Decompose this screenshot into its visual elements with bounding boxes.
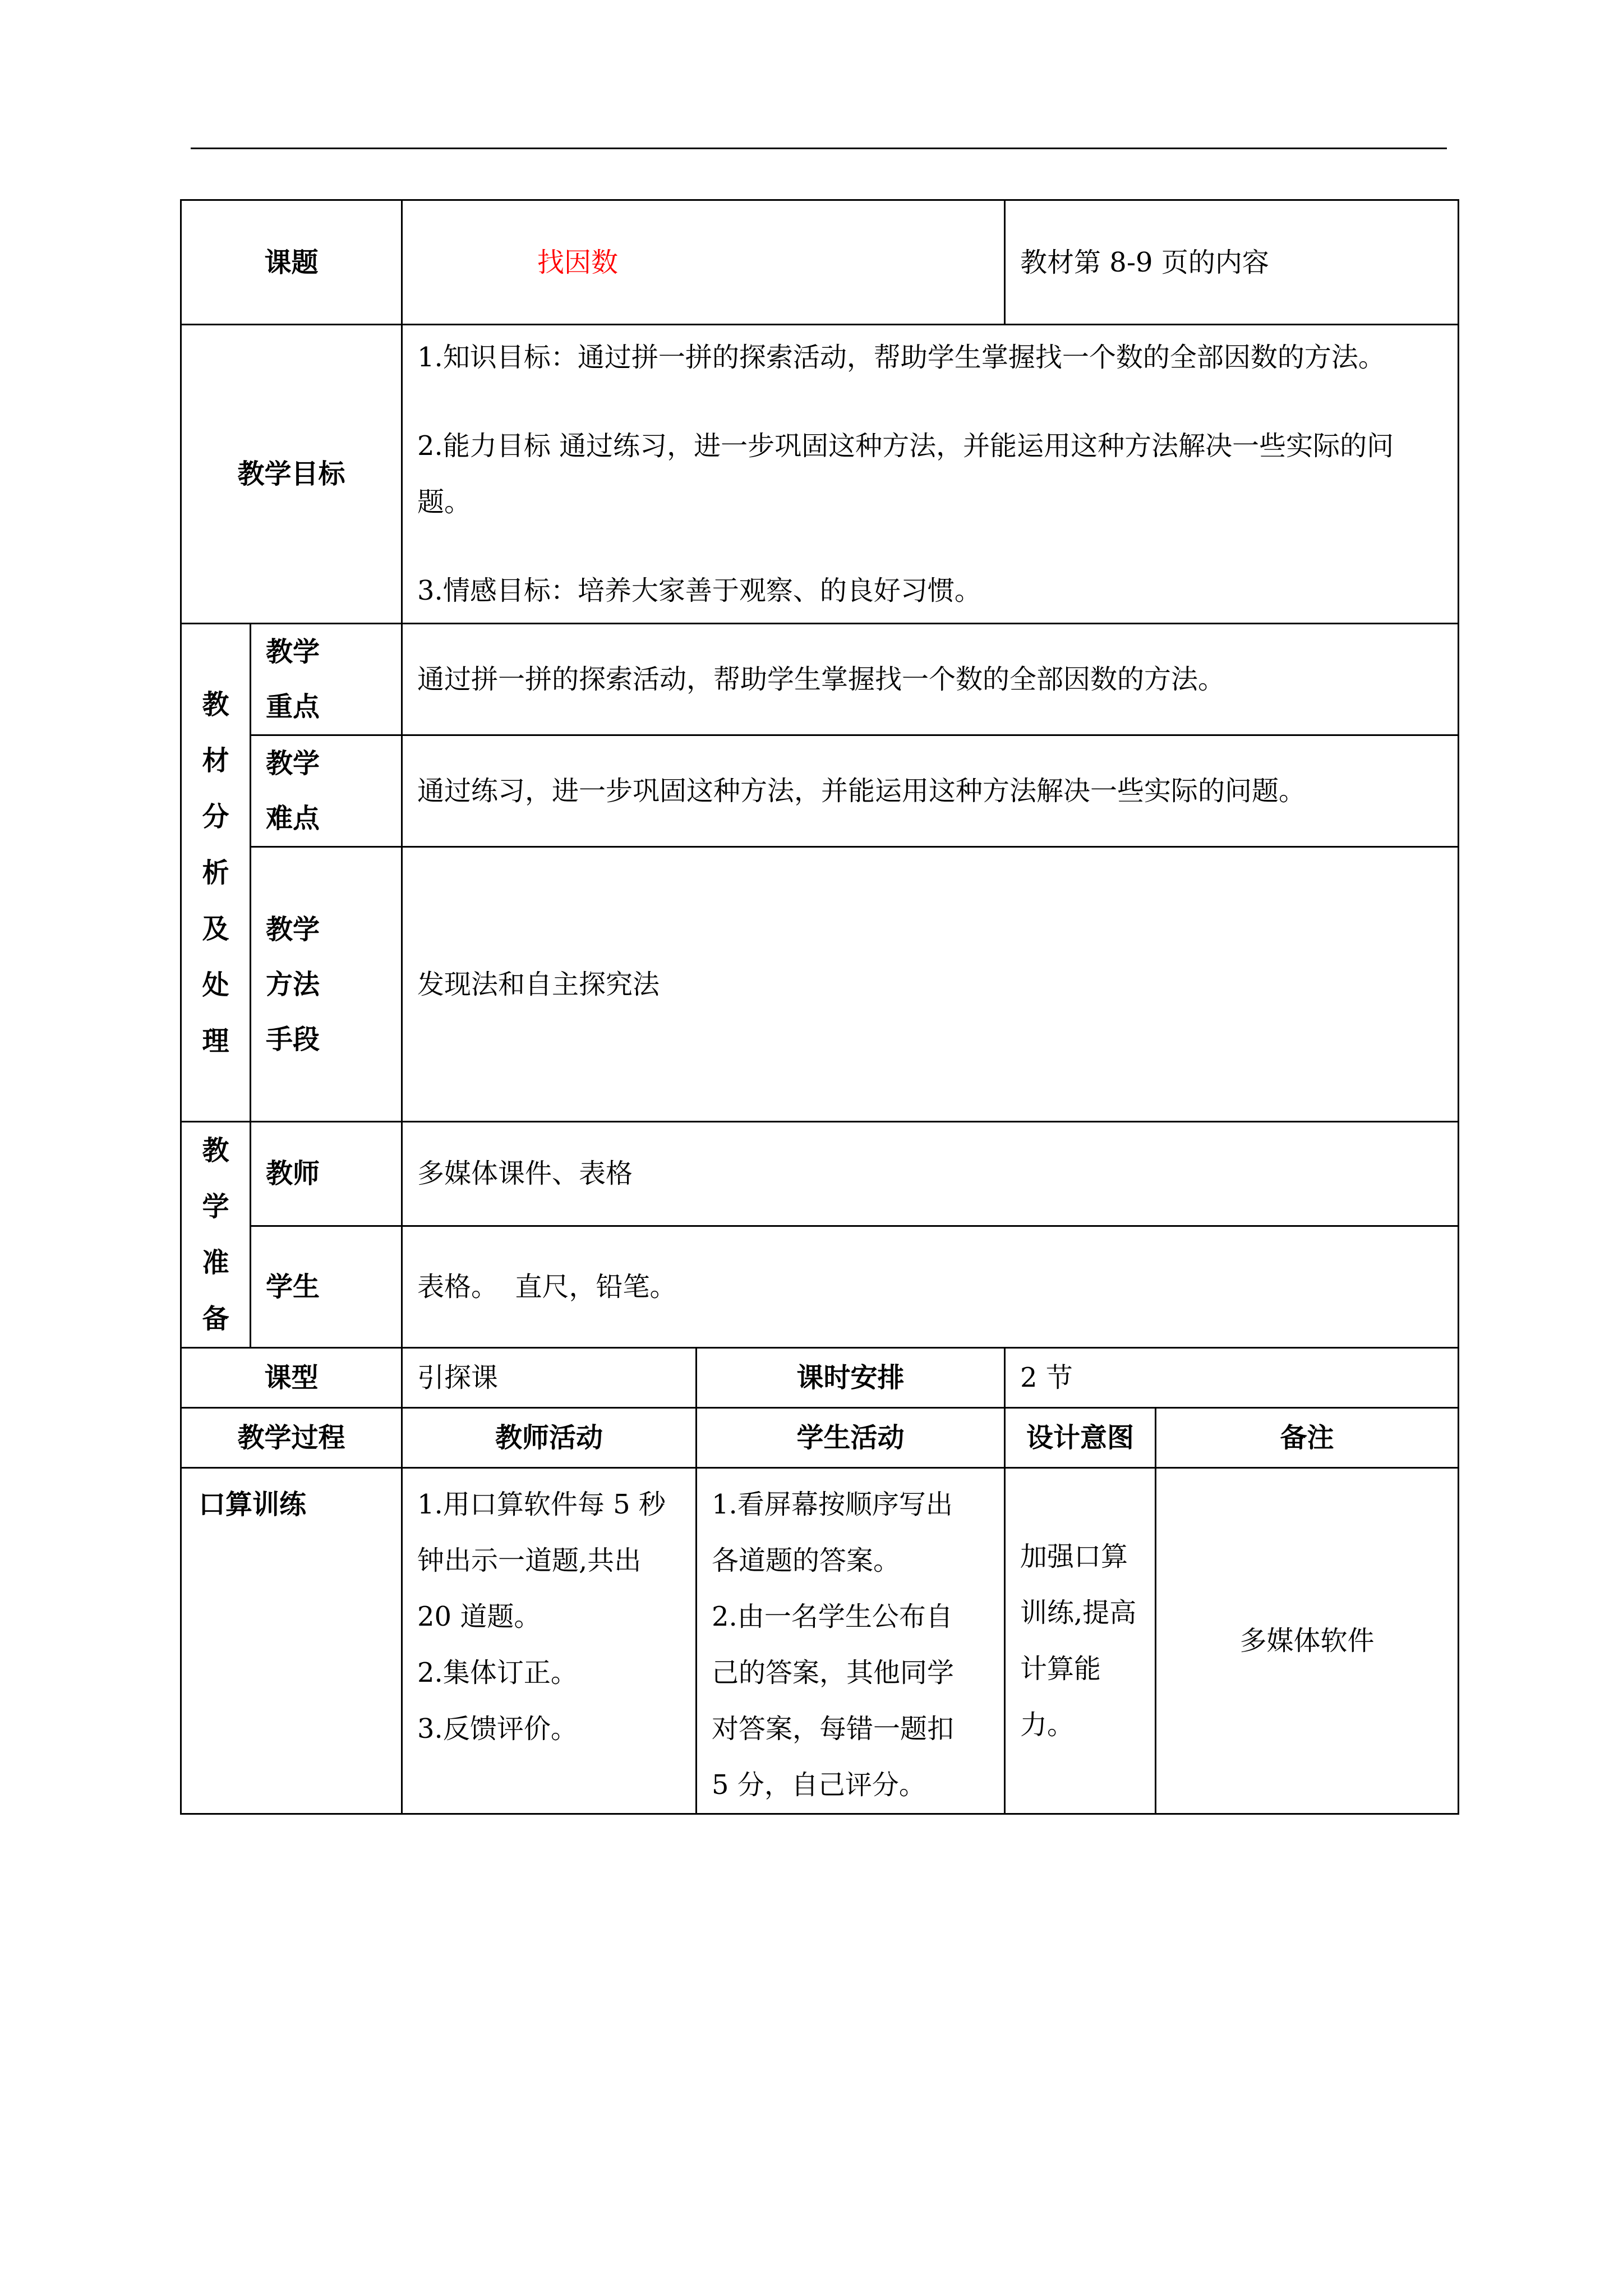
method-label-line: 方法 <box>266 968 320 1000</box>
schedule-label: 课时安排 <box>697 1348 1005 1408</box>
objective-knowledge: 1.知识目标：通过拼一拼的探索活动，帮助学生掌握找一个数的全部因数的方法。 <box>417 342 1385 373</box>
schedule-value: 2 节 <box>1005 1348 1459 1408</box>
student-prep-label: 学生 <box>251 1226 402 1347</box>
difficult-point-label-line: 难点 <box>266 803 320 834</box>
analysis-group-label <box>181 624 251 1122</box>
objectives-content <box>402 325 1459 624</box>
teacher-prep-row <box>181 1122 1459 1226</box>
student-activity-line: 1.看屏幕按顺序写出 <box>712 1489 953 1520</box>
process-teacher-activity <box>402 1468 697 1814</box>
process-header-stage: 教学过程 <box>181 1408 402 1468</box>
student-activity-line: 对答案，每错一题扣 <box>712 1713 955 1745</box>
topic-source: 教材第 8-9 页的内容 <box>1005 200 1459 325</box>
process-header-student: 学生活动 <box>697 1408 1005 1468</box>
process-student-activity <box>697 1468 1005 1814</box>
student-prep-text: 表格。 直尺，铅笔。 <box>402 1226 1459 1347</box>
method-label-line: 教学 <box>266 913 320 945</box>
difficult-point-row <box>181 735 1459 847</box>
topic-label: 课题 <box>181 200 402 325</box>
analysis-char: 材 <box>202 744 229 776</box>
objectives-label: 教学目标 <box>181 325 402 624</box>
process-note: 多媒体软件 <box>1156 1468 1459 1814</box>
process-header-intent: 设计意图 <box>1005 1408 1156 1468</box>
method-label-line: 手段 <box>266 1023 320 1055</box>
process-row <box>181 1468 1459 1814</box>
process-header-teacher: 教师活动 <box>402 1408 697 1468</box>
process-design-intent <box>1005 1468 1156 1814</box>
lesson-type-label: 课型 <box>181 1348 402 1408</box>
topic-row <box>181 200 1459 325</box>
preparation-char: 教 <box>202 1135 229 1166</box>
teacher-activity-line: 20 道题。 <box>417 1601 541 1632</box>
lesson-plan-table <box>180 199 1459 1815</box>
process-header-note: 备注 <box>1156 1408 1459 1468</box>
student-activity-line: 己的答案，其他同学 <box>712 1657 955 1688</box>
teacher-activity-line: 3.反馈评价。 <box>417 1713 578 1745</box>
key-point-label-line: 教学 <box>266 636 320 668</box>
analysis-char: 教 <box>202 688 229 720</box>
design-intent-line: 加强口算训练,提高 <box>1020 1541 1137 1628</box>
lesson-type-row <box>181 1348 1459 1408</box>
student-prep-row <box>181 1226 1459 1347</box>
objectives-row <box>181 325 1459 624</box>
objective-ability: 2.能力目标 通过练习，进一步巩固这种方法，并能运用这种方法解决一些实际的问题。 <box>417 430 1394 518</box>
preparation-char: 准 <box>202 1247 229 1278</box>
design-intent-line: 计算能力。 <box>1020 1653 1101 1741</box>
preparation-char: 学 <box>202 1191 229 1222</box>
teacher-activity-line: 1.用口算软件每 5 秒 <box>417 1489 666 1520</box>
teacher-activity-line: 钟出示一道题,共出 <box>417 1545 642 1576</box>
student-activity-line: 5 分，自己评分。 <box>712 1769 926 1801</box>
student-activity-line: 2.由一名学生公布自 <box>712 1601 953 1632</box>
header-rule <box>191 148 1447 149</box>
key-point-text: 通过拼一拼的探索活动，帮助学生掌握找一个数的全部因数的方法。 <box>402 624 1459 735</box>
process-header-row <box>181 1408 1459 1468</box>
key-point-label-line: 重点 <box>266 691 320 723</box>
analysis-char: 分 <box>202 800 229 832</box>
student-activity-line: 各道题的答案。 <box>712 1545 901 1576</box>
method-row <box>181 847 1459 1122</box>
analysis-char: 析 <box>202 857 229 889</box>
lesson-type-value: 引探课 <box>402 1348 697 1408</box>
objective-emotion: 3.情感目标：培养大家善于观察、的良好习惯。 <box>417 575 981 606</box>
method-label <box>251 847 402 1122</box>
preparation-group-label <box>181 1122 251 1348</box>
teacher-prep-text: 多媒体课件、表格 <box>402 1122 1459 1226</box>
key-point-row <box>181 624 1459 735</box>
analysis-char: 及 <box>202 913 229 945</box>
analysis-char: 理 <box>202 1025 229 1057</box>
process-stage: 口算训练 <box>181 1468 402 1814</box>
analysis-char: 处 <box>202 969 229 1001</box>
difficult-point-text: 通过练习，进一步巩固这种方法，并能运用这种方法解决一些实际的问题。 <box>402 735 1459 847</box>
difficult-point-label-line: 教学 <box>266 748 320 779</box>
method-text: 发现法和自主探究法 <box>402 847 1459 1122</box>
teacher-prep-label: 教师 <box>251 1122 402 1226</box>
difficult-point-label <box>251 735 402 847</box>
topic-title: 找因数 <box>402 200 1005 325</box>
key-point-label <box>251 624 402 735</box>
preparation-char: 备 <box>202 1303 229 1335</box>
teacher-activity-line: 2.集体订正。 <box>417 1657 578 1688</box>
